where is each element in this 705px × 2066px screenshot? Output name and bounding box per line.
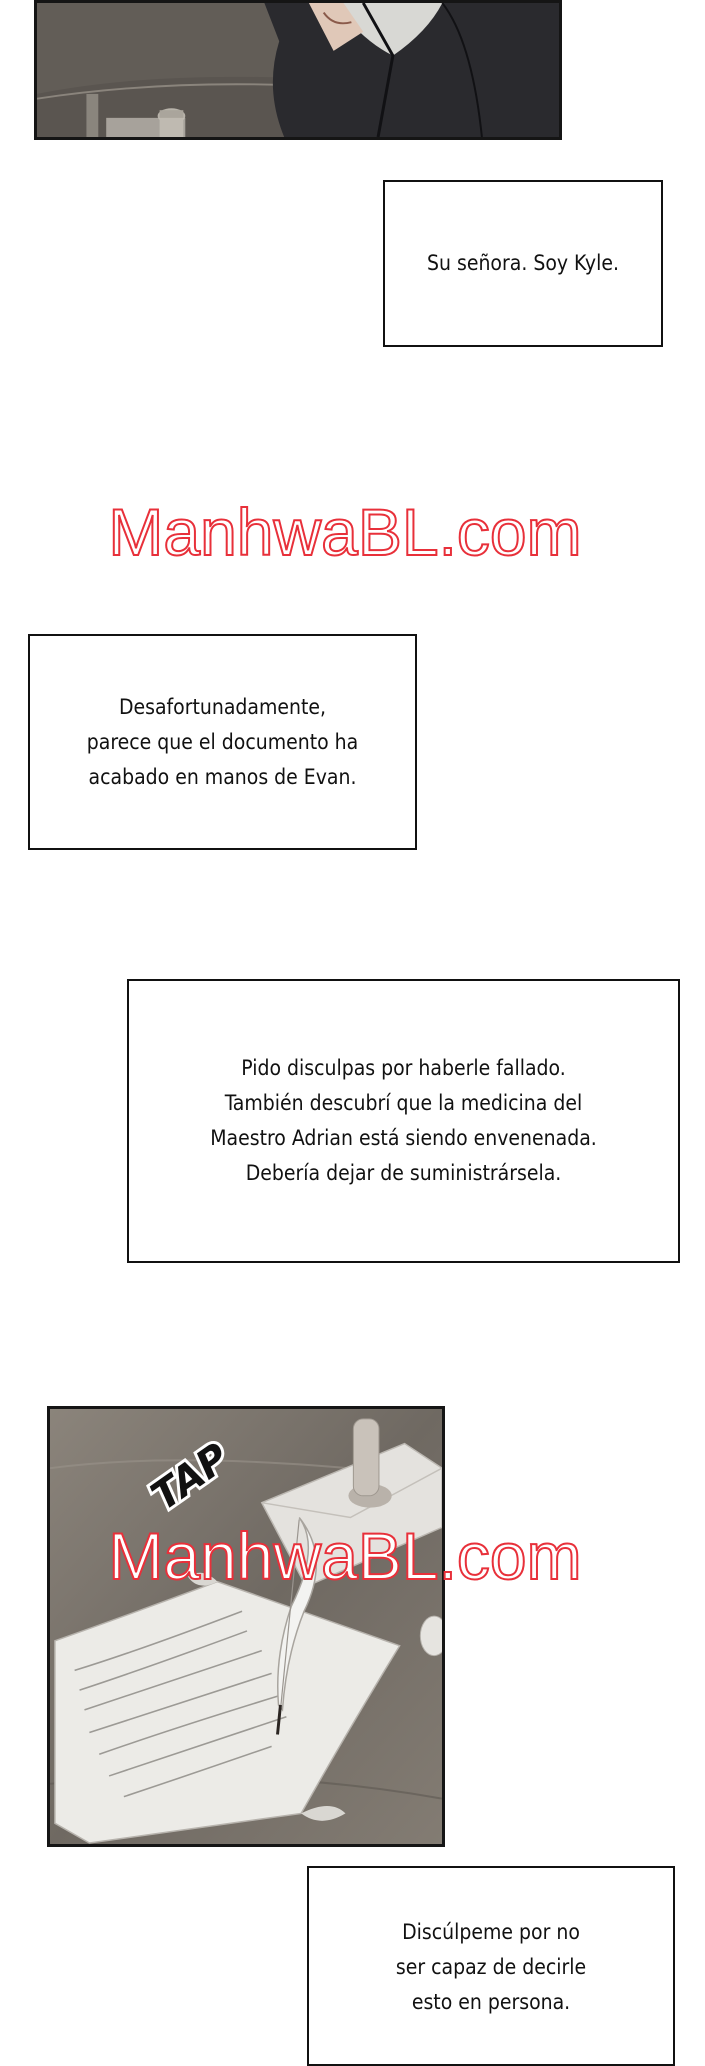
dialogue-line: Discúlpeme por no	[402, 1920, 580, 1944]
letter-panel-illustration	[47, 1406, 445, 1847]
dialogue-box-3	[127, 979, 680, 1263]
watermark-text: ManhwaBL.com	[108, 1519, 582, 1593]
letter-panel-art	[50, 1409, 442, 1844]
dialogue-line: Debería dejar de suministrársela.	[245, 1161, 562, 1185]
dialogue-line: Maestro Adrian está siendo envenenada.	[210, 1126, 597, 1150]
dialogue-box-4	[307, 1866, 675, 2066]
dialogue-line: parece que el documento ha	[86, 729, 359, 754]
watermark-text: ManhwaBL.com	[108, 495, 582, 569]
top-panel-illustration	[34, 0, 562, 140]
dialogue-line: Pido disculpas por haberle fallado.	[241, 1056, 566, 1080]
dialogue-line: Su señora. Soy Kyle.	[427, 251, 619, 275]
top-panel-art	[37, 3, 559, 137]
dialogue-line: esto en persona.	[411, 1990, 571, 2014]
dialogue-line: También descubrí que la medicina del	[224, 1091, 583, 1115]
dialogue-line: Desafortunadamente,	[118, 694, 327, 719]
dialogue-line: ser capaz de decirle	[395, 1955, 587, 1979]
dialogue-line: acabado en manos de Evan.	[88, 764, 357, 789]
dialogue-box-2	[28, 634, 417, 850]
sfx-tap-text: TAP	[143, 1434, 238, 1520]
watermark-1	[0, 485, 705, 575]
watermark-2	[0, 1509, 705, 1599]
dialogue-box-1	[383, 180, 663, 347]
